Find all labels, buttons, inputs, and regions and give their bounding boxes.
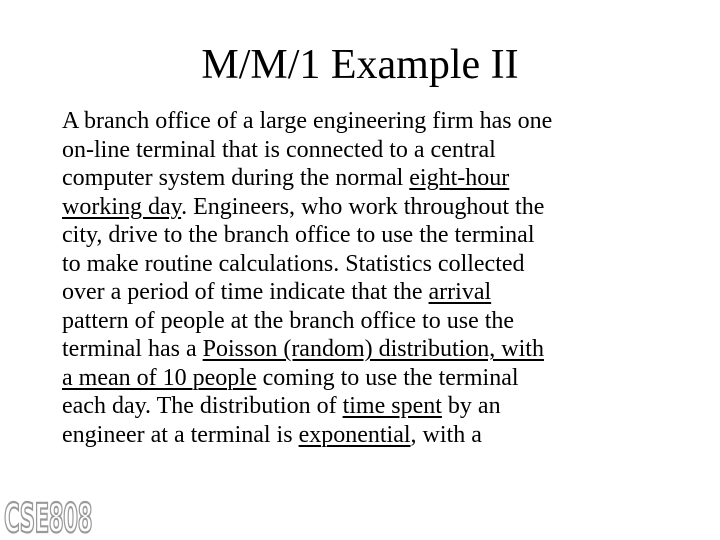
underlined-phrase: working day: [62, 193, 182, 220]
text-segment: , with a: [410, 421, 482, 448]
text-segment: . Engineers, who work throughout the: [181, 193, 545, 220]
body-line: [62, 164, 689, 193]
underlined-phrase: arrival: [428, 279, 492, 305]
text-segment: on-line terminal that is connected to a central: [62, 136, 496, 163]
body-line: [62, 335, 689, 364]
text-segment: by an: [441, 393, 501, 419]
text-segment: pattern of people at the branch office to use the: [62, 307, 515, 334]
body-line: [62, 221, 689, 250]
body-line: [62, 364, 689, 393]
text-segment: A branch office of a large engineering firm has one: [62, 108, 553, 134]
text-segment: terminal has a: [62, 336, 203, 362]
cse808-logo-watermark: [4, 492, 94, 540]
underlined-phrase: Poisson (random) distribution, with: [202, 336, 544, 362]
body-line: [62, 421, 689, 450]
text-segment: to make routine calculations. Statistics collected: [62, 250, 525, 277]
text-segment: computer system during the normal: [62, 165, 410, 191]
text-segment: coming to use the terminal: [256, 364, 519, 391]
body-line: [62, 107, 689, 136]
body-line: [62, 392, 689, 421]
slide-body-text: [62, 107, 689, 449]
slide-title: M/M/1 Example II: [201, 42, 519, 88]
text-segment: engineer at a terminal is: [62, 421, 299, 448]
body-line: [62, 136, 689, 165]
text-segment: over a period of time indicate that the: [62, 279, 429, 305]
logo-text: CSE808: [4, 496, 92, 540]
text-segment: each day. The distribution of: [62, 393, 343, 419]
body-line: [62, 193, 689, 222]
underlined-phrase: eight-hour: [409, 165, 510, 191]
body-line: [62, 250, 689, 279]
underlined-phrase: a mean of 10 people: [62, 364, 257, 391]
underlined-phrase: exponential: [298, 421, 411, 448]
body-line: [62, 278, 689, 307]
underlined-phrase: time spent: [342, 393, 442, 419]
body-line: [62, 307, 689, 336]
text-segment: city, drive to the branch office to use the terminal: [62, 222, 535, 248]
